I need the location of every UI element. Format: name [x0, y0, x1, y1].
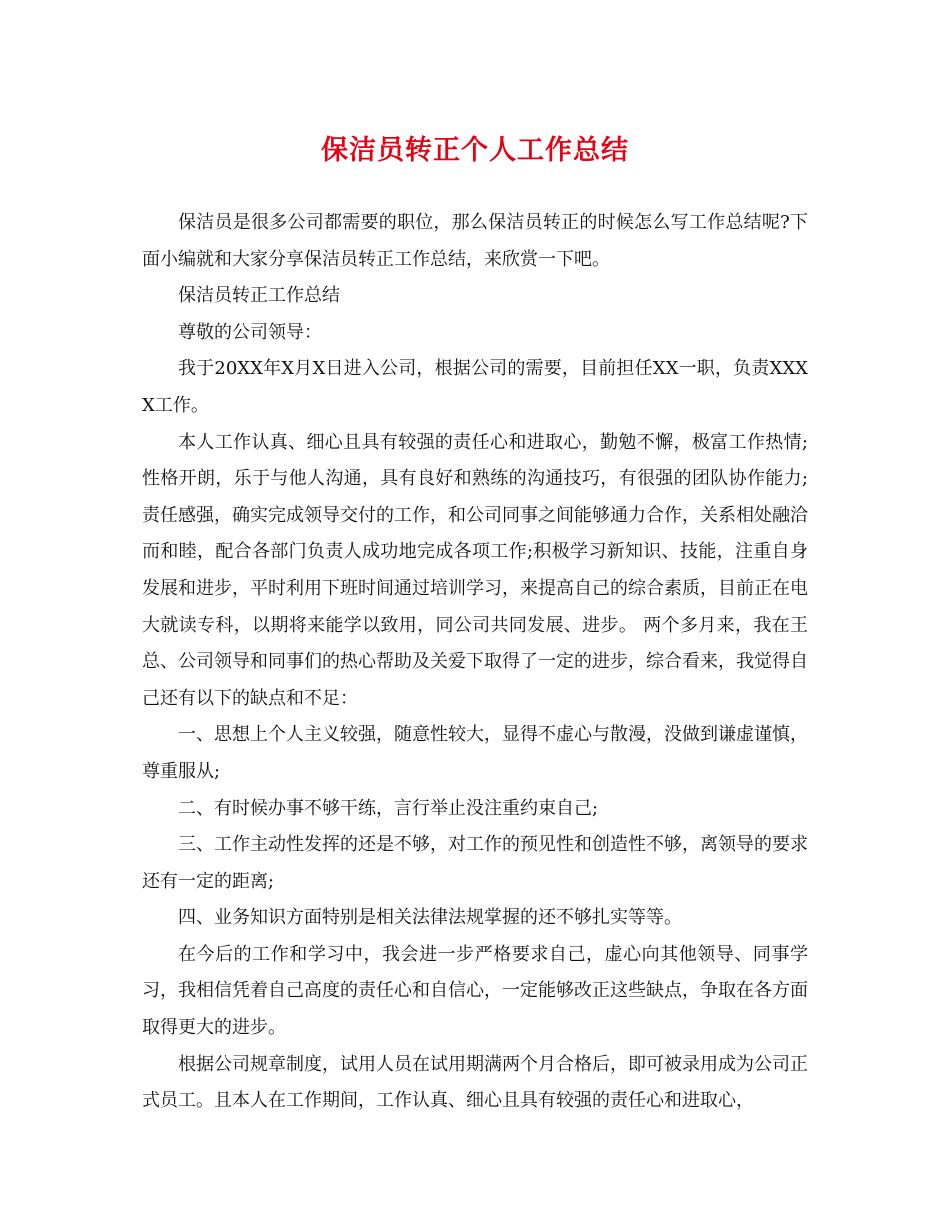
- paragraph-subtitle: 保洁员转正工作总结: [178, 285, 340, 307]
- paragraph-self-assessment: 本人工作认真、细心且具有较强的责任心和进取心，勤勉不懈，极富工作热情;性格开朗，乐于与他人沟通，具有良好和熟练的沟通技巧，有很强的团队协作能力;责任感强，确实完成领导交付的工作，和公司同事之间能够通力合作，关系相处融洽而和睦，配合各部门负责人成功地完成各项工作;积极学习新知识、技能，注重自身发展和进步，平时利用下班时间通过培训学习，来提高自己的综合素质，目前正在电大就读专科，以期将来能学以致用，同公司共同发展、进步。 两个多月来，我在王总、公司领导和同事们的热心帮助及关爱下取得了一定的进步，综合看来，我觉得自己还有以下的缺点和不足：: [142, 431, 808, 709]
- paragraph-salutation: 尊敬的公司领导：: [178, 321, 322, 343]
- document-body: [142, 205, 808, 1120]
- document-title: 保洁员转正个人工作总结: [321, 135, 629, 166]
- paragraph-future-plan: 在今后的工作和学习中，我会进一步严格要求自己，虚心向其他领导、同事学习，我相信凭着自己高度的责任心和自信心，一定能够改正这些缺点，争取在各方面取得更大的进步。: [142, 943, 808, 1039]
- paragraph-shortcoming-3: 三、工作主动性发挥的还是不够，对工作的预见性和创造性不够，离领导的要求还有一定的距离;: [142, 834, 808, 892]
- paragraph-intro: 保洁员是很多公司都需要的职位，那么保洁员转正的时候怎么写工作总结呢?下面小编就和大家分享保洁员转正工作总结，来欣赏一下吧。: [142, 212, 808, 270]
- paragraph-regulation: 根据公司规章制度，试用人员在试用期满两个月合格后，即可被录用成为公司正式员工。且本人在工作期间，工作认真、细心且具有较强的责任心和进取心，: [142, 1053, 808, 1112]
- paragraph-shortcoming-2: 二、有时候办事不够干练，言行举止没注重约束自己;: [178, 797, 599, 819]
- paragraph-shortcoming-1: 一、思想上个人主义较强，随意性较大，显得不虚心与散漫，没做到谦虚谨慎，尊重服从;: [142, 724, 808, 782]
- paragraph-shortcoming-4: 四、业务知识方面特别是相关法律法规掌握的还不够扎实等等。: [178, 907, 682, 929]
- paragraph-entry-date: 我于20XX年X月X日进入公司，根据公司的需要，目前担任XX一职，负责XXXX工作。: [142, 358, 808, 416]
